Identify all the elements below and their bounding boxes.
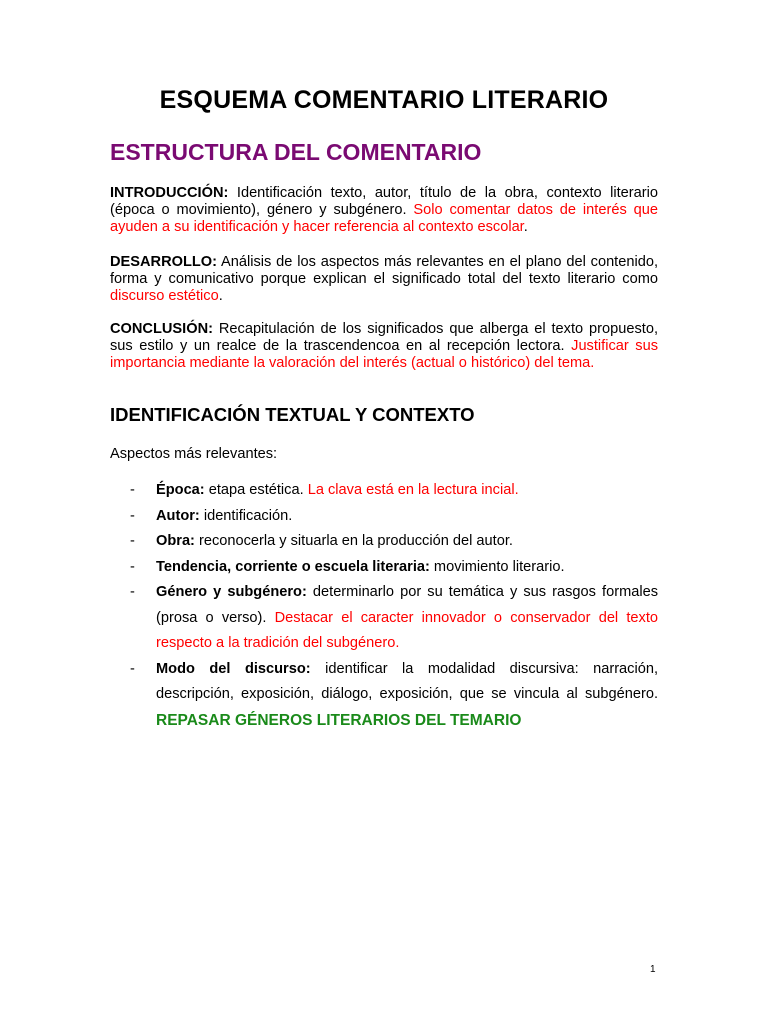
list-item [110, 657, 658, 735]
item-text: determinarlo por su temática y sus rasgos formales (prosa o verso). [156, 584, 658, 626]
item-label: Obra: [156, 533, 195, 549]
item-label: Género y subgénero: [156, 584, 307, 600]
desarrollo-note: discurso estético [110, 287, 219, 304]
document-title: ESQUEMA COMENTARIO LITERARIO [159, 86, 609, 114]
item-note: La clava está en la lectura incial. [307, 482, 519, 498]
paragraph-conclusion [110, 321, 658, 371]
item-note: Destacar el caracter innovador o conservador del texto respecto a la tradición del subgénero. [156, 609, 658, 651]
item-text: etapa estética. [204, 482, 308, 498]
list-dash: - [130, 660, 135, 677]
desarrollo-end: . [218, 287, 223, 304]
introduccion-text: Identificación texto, autor, título de la obra, contexto literario (época o movimiento), género y subgénero. [110, 185, 658, 218]
list-dash: - [130, 482, 135, 498]
conclusion-note: Justificar sus importancia mediante la valoración del interés (actual o histórico) del tema. [110, 337, 659, 371]
list-dash: - [130, 558, 135, 575]
item-text: identificar la modalidad discursiva: narración, descripción, exposición, diálogo, exposición, que se vincula al subgénero. [156, 660, 658, 702]
paragraph-introduccion [110, 185, 658, 235]
list-item [110, 580, 658, 657]
list-item [110, 504, 658, 530]
item-highlight: REPASAR GÉNEROS LITERARIOS DEL TEMARIO [156, 711, 522, 729]
list-dash: - [130, 507, 135, 524]
section-heading-identificacion: IDENTIFICACIÓN TEXTUAL Y CONTEXTO [110, 404, 475, 425]
list-item [110, 478, 658, 504]
paragraph-desarrollo [110, 254, 658, 304]
item-text: movimiento literario. [429, 558, 565, 575]
section-heading-estructura: ESTRUCTURA DEL COMENTARIO [110, 139, 482, 165]
introduccion-label: INTRODUCCIÓN: [110, 185, 229, 201]
aspects-list [110, 478, 658, 734]
item-label: Autor: [156, 507, 200, 524]
introduccion-note: Solo comentar datos de interés que ayuden a su identificación y hacer referencia al contexto escolar [110, 201, 658, 235]
item-text: reconocerla y situarla en la producción del autor. [194, 533, 513, 549]
desarrollo-text: Análisis de los aspectos más relevantes en el plano del contenido, forma y comunicativo porque explican el significado total del texto literario como [110, 254, 658, 287]
conclusion-label: CONCLUSIÓN: [110, 321, 213, 337]
item-label: Tendencia, corriente o escuela literaria: [156, 558, 430, 575]
list-dash: - [130, 584, 135, 600]
list-dash: - [130, 533, 135, 549]
aspects-intro: Aspectos más relevantes: [110, 446, 278, 462]
list-item [110, 555, 658, 581]
item-label: Época: [156, 482, 205, 498]
introduccion-end: . [523, 218, 528, 235]
page-number: 1 [650, 964, 656, 975]
item-label: Modo del discurso: [156, 660, 311, 677]
desarrollo-label: DESARROLLO: [110, 254, 218, 270]
list-item [110, 529, 658, 555]
conclusion-text: Recapitulación de los significados que alberga el texto propuesto, sus estilo y un realce de la trascendencoa en al recepción lectora. [110, 321, 658, 354]
item-text: identificación. [199, 507, 293, 524]
